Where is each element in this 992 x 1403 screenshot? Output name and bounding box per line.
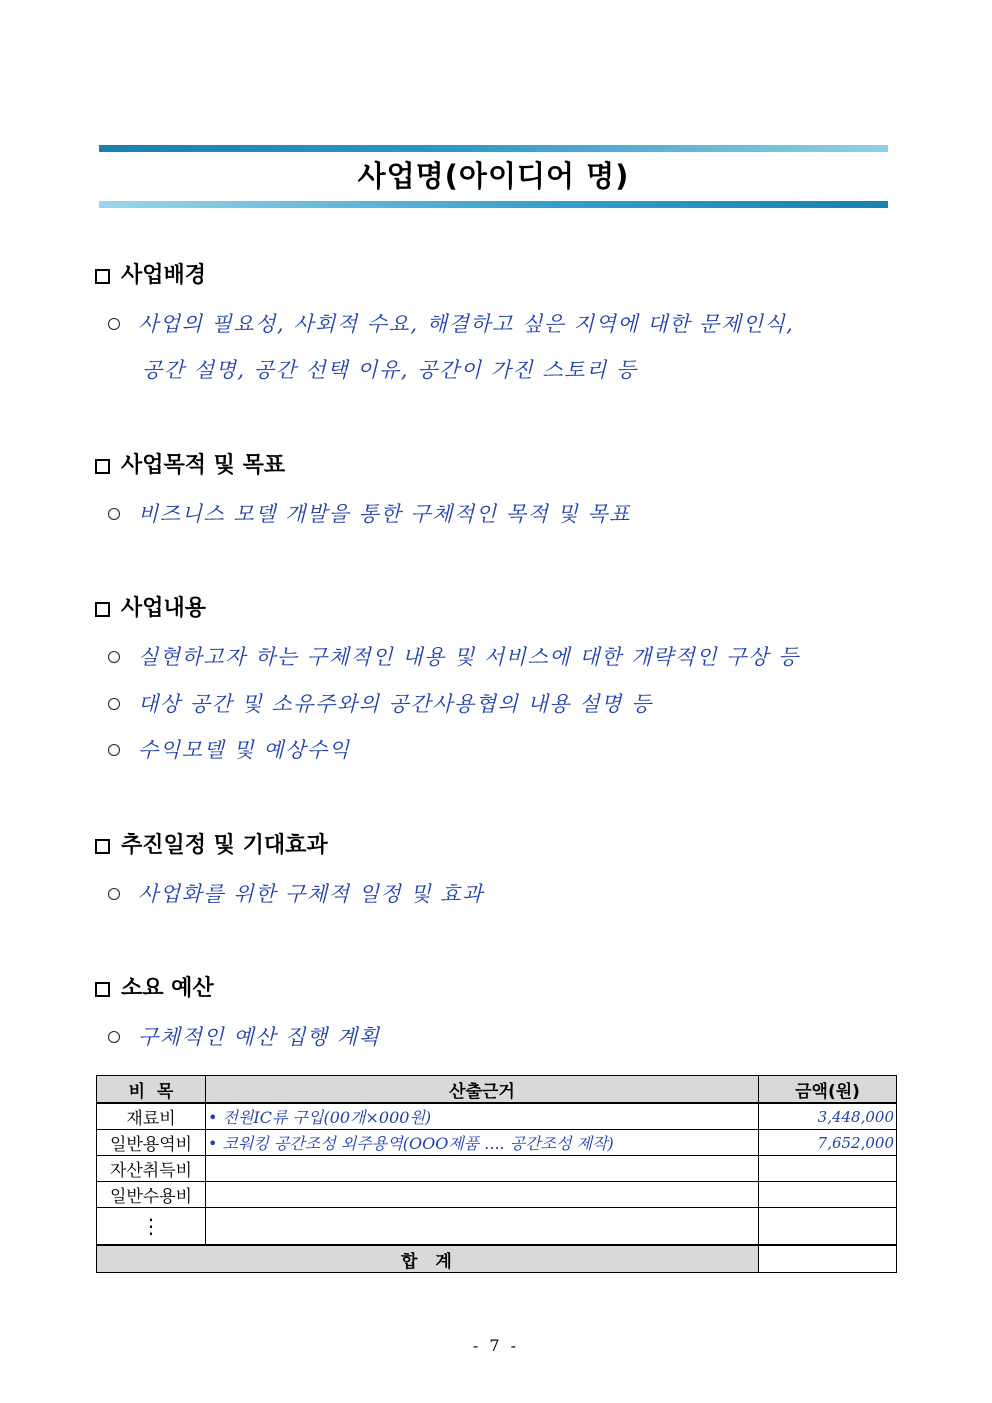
circle-bullet-icon: [108, 698, 120, 710]
section-heading-text: 사업배경: [121, 263, 207, 288]
checkbox-square-icon: [95, 839, 110, 854]
row-amount: [759, 1182, 897, 1208]
section-heading-schedule: [95, 831, 328, 861]
list-item-text: 사업의 필요성, 사회적 수요, 해결하고 싶은 지역에 대한 문제인식,: [138, 312, 795, 336]
header-category: 비 목: [97, 1076, 206, 1104]
total-label: 합 계: [97, 1245, 759, 1273]
table-row: [97, 1208, 897, 1246]
circle-bullet-icon: [108, 1031, 120, 1043]
table-total-row: [97, 1245, 897, 1273]
header-basis: 산출근거: [206, 1076, 759, 1104]
page-title: 사업명(아이디어 명): [357, 159, 630, 193]
table-row: [97, 1103, 897, 1130]
circle-bullet-icon: [108, 651, 120, 663]
circle-bullet-icon: [108, 888, 120, 900]
row-amount: [759, 1156, 897, 1182]
row-category: 자산취득비: [97, 1156, 206, 1182]
circle-bullet-icon: [108, 744, 120, 756]
row-basis: [206, 1182, 759, 1208]
list-item: [108, 1022, 380, 1052]
page-number: - 7 -: [472, 1336, 520, 1355]
list-item: [108, 689, 653, 719]
row-basis: [206, 1208, 759, 1246]
list-item: [108, 879, 484, 909]
section-heading-text: 사업내용: [121, 596, 207, 621]
table-row: [97, 1130, 897, 1156]
section-heading-budget: [95, 974, 214, 1004]
list-item-text: 수익모델 및 예상수익: [138, 738, 351, 762]
budget-table: [96, 1075, 897, 1273]
table-header-row: [97, 1076, 897, 1104]
circle-bullet-icon: [108, 318, 120, 330]
row-category-ellipsis: ⋮: [97, 1208, 206, 1246]
header-amount: 금액(원): [759, 1076, 897, 1104]
table-row: [97, 1156, 897, 1182]
row-amount: 3,448,000: [759, 1103, 897, 1130]
checkbox-square-icon: [95, 269, 110, 284]
title-bottom-bar: [99, 201, 888, 208]
row-category: 일반수용비: [97, 1182, 206, 1208]
list-item-text: 대상 공간 및 소유주와의 공간사용협의 내용 설명 등: [138, 692, 653, 716]
section-heading-content: [95, 594, 206, 624]
row-amount: 7,652,000: [759, 1130, 897, 1156]
row-basis: [206, 1156, 759, 1182]
list-item-text: 비즈니스 모델 개발을 통한 구체적인 목적 및 목표: [138, 502, 631, 526]
row-category: 재료비: [97, 1103, 206, 1130]
list-item-text: 구체적인 예산 집행 계획: [138, 1025, 381, 1049]
title-block: [99, 145, 888, 209]
list-item: [108, 735, 350, 765]
section-heading-purpose: [95, 451, 285, 481]
list-item-text: 실현하고자 하는 구체적인 내용 및 서비스에 대한 개략적인 구상 등: [138, 645, 800, 669]
list-item-text: 사업화를 위한 구체적 일정 및 효과: [138, 882, 484, 906]
section-heading-text: 사업목적 및 목표: [121, 453, 286, 478]
row-basis: • 코워킹 공간조성 외주용역(OOO제품 .... 공간조성 제작): [206, 1130, 759, 1156]
row-category: 일반용역비: [97, 1130, 206, 1156]
row-basis: • 전원IC류 구입(00개×000원): [206, 1103, 759, 1130]
title-top-bar: [99, 145, 888, 152]
checkbox-square-icon: [95, 602, 110, 617]
list-item-continuation: 공간 설명, 공간 선택 이유, 공간이 가진 스토리 등: [142, 358, 638, 382]
table-row: [97, 1182, 897, 1208]
circle-bullet-icon: [108, 508, 120, 520]
total-amount: [759, 1245, 897, 1273]
section-heading-text: 추진일정 및 기대효과: [121, 833, 328, 858]
checkbox-square-icon: [95, 982, 110, 997]
checkbox-square-icon: [95, 459, 110, 474]
list-item: [108, 642, 800, 672]
row-amount: [759, 1208, 897, 1246]
section-heading-text: 소요 예산: [121, 976, 214, 1001]
section-heading-background: [95, 261, 206, 291]
list-item: [108, 499, 631, 529]
list-item: [108, 309, 794, 339]
